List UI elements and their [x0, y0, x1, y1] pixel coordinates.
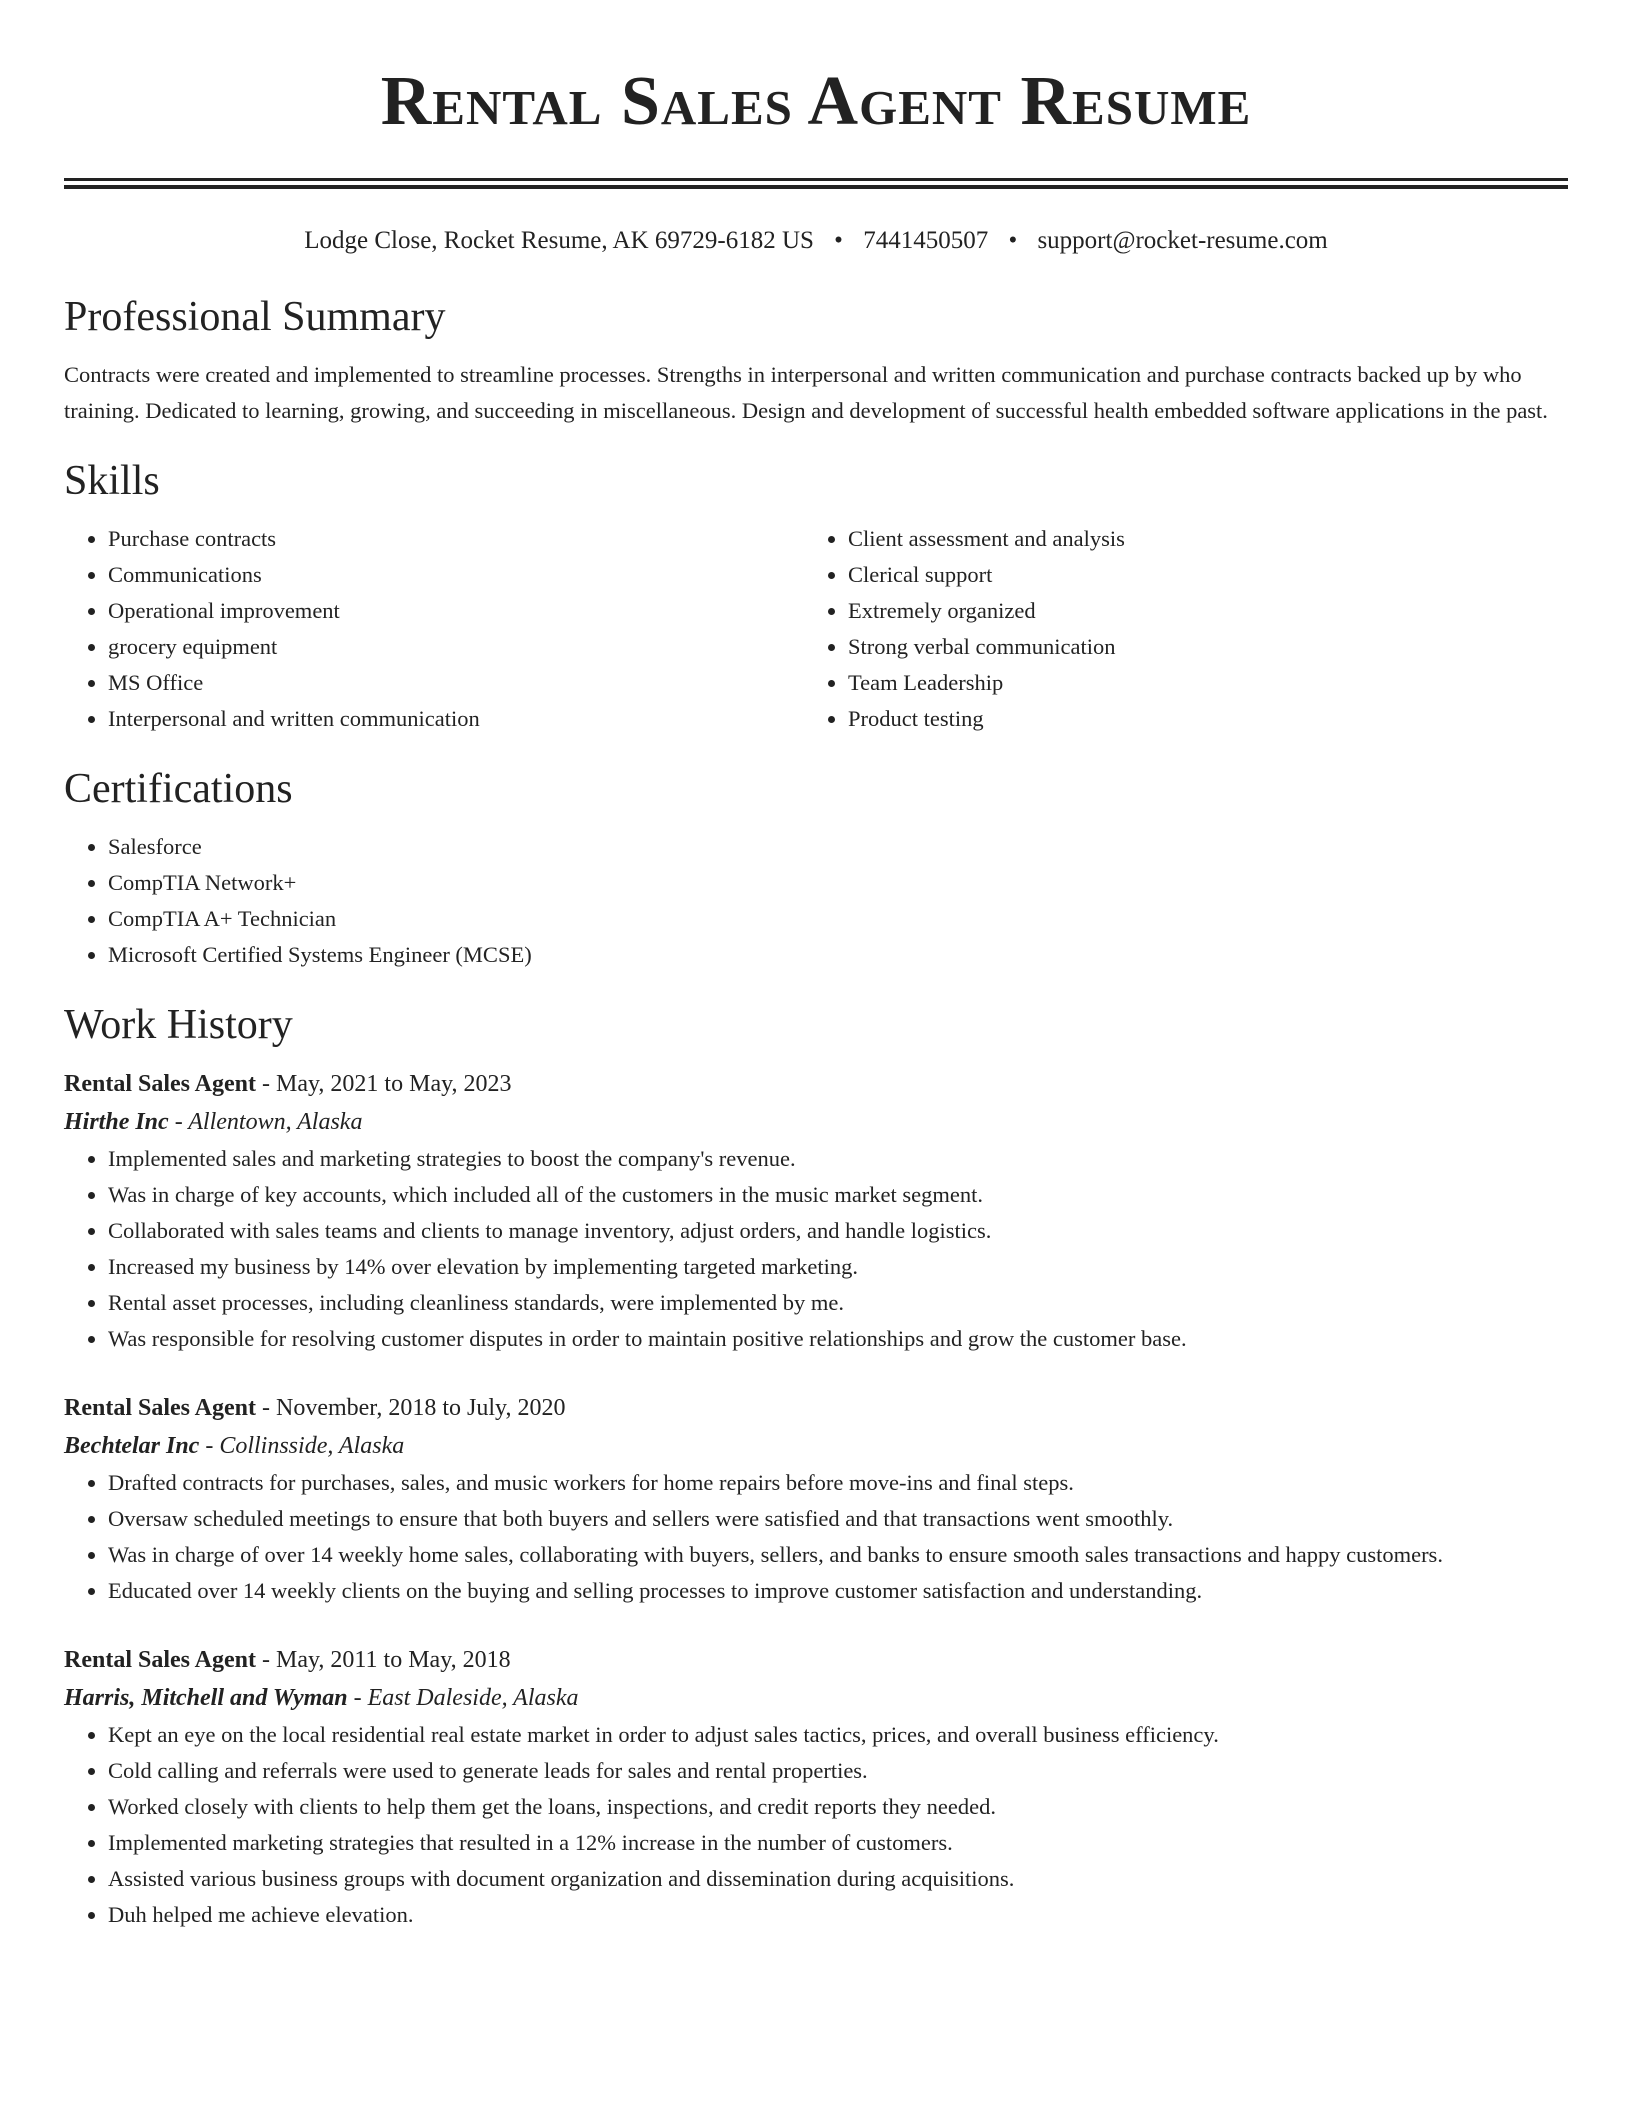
dash-separator: -	[256, 1647, 276, 1673]
job-header	[64, 1389, 1632, 1427]
work-history-section	[64, 999, 1632, 1933]
job-bullet: • Was in charge of over 14 weekly home sales, collaborating with buyers, sellers, and banks to ensure smooth sales transactions and happy customers.	[108, 1537, 1568, 1573]
job-bullets	[64, 1717, 1568, 1933]
job-dates: November, 2018 to July, 2020	[276, 1395, 566, 1421]
job-bullet: • Increased my business by 14% over elevation by implementing targeted marketing.	[108, 1249, 1568, 1285]
skill-item: • Extremely organized	[848, 593, 1544, 629]
summary-text: Contracts were created and implemented to streamline processes. Strengths in interpersonal and written communication and purchase contracts backed up by who training. Dedicated to learning, growing, and succeeding in miscellaneous. Design and development of successful health embedded software applications in the past.	[64, 362, 1548, 423]
skill-item: • Communications	[108, 557, 804, 593]
skills-column-left	[64, 521, 804, 737]
job-company: Hirthe Inc	[64, 1109, 169, 1135]
job-bullet: • Drafted contracts for purchases, sales, and music workers for home repairs before move-ins and final steps.	[108, 1465, 1568, 1501]
job-company: Bechtelar Inc	[64, 1433, 200, 1459]
skills-columns	[64, 521, 1568, 737]
skill-item: • Clerical support	[848, 557, 1544, 593]
dash-separator: -	[256, 1395, 276, 1421]
skill-item: • Strong verbal communication	[848, 629, 1544, 665]
job-company-line	[64, 1427, 1632, 1465]
job-dates: May, 2021 to May, 2023	[276, 1071, 512, 1097]
skills-heading: Skills	[64, 458, 160, 504]
contact-phone: 7441450507	[863, 227, 989, 254]
skills-section	[64, 455, 1632, 737]
summary-section	[64, 291, 1632, 429]
skills-list-right	[804, 521, 1544, 737]
dash-separator: -	[256, 1071, 276, 1097]
job-title: Rental Sales Agent	[64, 1647, 256, 1673]
job-bullet: • Was in charge of key accounts, which included all of the customers in the music market segment.	[108, 1177, 1568, 1213]
job-bullet: • Rental asset processes, including cleanliness standards, were implemented by me.	[108, 1285, 1568, 1321]
skill-item: • Interpersonal and written communication	[108, 701, 804, 737]
job-bullet: • Worked closely with clients to help them get the loans, inspections, and credit reports they needed.	[108, 1789, 1568, 1825]
job-bullet: • Implemented marketing strategies that resulted in a 12% increase in the number of customers.	[108, 1825, 1568, 1861]
jobs-container	[64, 1065, 1632, 1933]
job-title: Rental Sales Agent	[64, 1071, 256, 1097]
resume-title: Rental Sales Agent Resume	[380, 63, 1252, 140]
dash-separator: -	[347, 1685, 368, 1711]
work-history-heading: Work History	[64, 1002, 293, 1048]
job-location: Allentown, Alaska	[188, 1109, 363, 1135]
job-entry	[64, 1389, 1632, 1609]
resume-page	[64, 0, 1632, 1933]
job-bullet: • Assisted various business groups with document organization and dissemination during acquisitions.	[108, 1861, 1568, 1897]
dash-separator: -	[199, 1433, 220, 1459]
job-bullet: • Was responsible for resolving customer disputes in order to maintain positive relationships and grow the customer base.	[108, 1321, 1568, 1357]
skill-item: • Team Leadership	[848, 665, 1544, 701]
job-bullet: • Oversaw scheduled meetings to ensure that both buyers and sellers were satisfied and that transactions went smoothly.	[108, 1501, 1568, 1537]
bullet-separator: •	[834, 227, 843, 254]
dash-separator: -	[168, 1109, 189, 1135]
contact-address: Lodge Close, Rocket Resume, AK 69729-6182 US	[304, 227, 814, 254]
job-entry	[64, 1641, 1632, 1933]
job-company-line	[64, 1679, 1632, 1717]
skill-item: • Product testing	[848, 701, 1544, 737]
job-dates: May, 2011 to May, 2018	[276, 1647, 511, 1673]
skills-column-right	[804, 521, 1544, 737]
job-location: East Daleside, Alaska	[367, 1685, 579, 1711]
job-bullet: • Kept an eye on the local residential real estate market in order to adjust sales tactics, prices, and overall business efficiency.	[108, 1717, 1568, 1753]
certification-item: • Microsoft Certified Systems Engineer (MCSE)	[108, 937, 1632, 973]
contact-line	[64, 225, 1568, 257]
contact-email: support@rocket-resume.com	[1037, 227, 1328, 254]
title-divider	[64, 178, 1568, 189]
certifications-section	[64, 763, 1632, 973]
job-entry	[64, 1065, 1632, 1357]
job-company: Harris, Mitchell and Wyman	[64, 1685, 348, 1711]
skills-list-left	[64, 521, 804, 737]
job-bullets	[64, 1465, 1568, 1609]
job-header	[64, 1641, 1632, 1679]
certification-item: • CompTIA Network+	[108, 865, 1632, 901]
skill-item: • MS Office	[108, 665, 804, 701]
job-bullet: • Educated over 14 weekly clients on the buying and selling processes to improve customer satisfaction and understanding.	[108, 1573, 1568, 1609]
job-title: Rental Sales Agent	[64, 1395, 256, 1421]
job-location: Collinsside, Alaska	[219, 1433, 405, 1459]
job-bullets	[64, 1141, 1568, 1357]
bullet-separator: •	[1008, 227, 1018, 254]
skill-item: • Operational improvement	[108, 593, 804, 629]
job-bullet: • Implemented sales and marketing strategies to boost the company's revenue.	[108, 1141, 1568, 1177]
summary-heading: Professional Summary	[64, 294, 446, 340]
skill-item: • Purchase contracts	[108, 521, 804, 557]
skill-item: • Client assessment and analysis	[848, 521, 1544, 557]
job-company-line	[64, 1103, 1632, 1141]
certification-item: • Salesforce	[108, 829, 1632, 865]
certifications-heading: Certifications	[64, 766, 293, 812]
skill-item: • grocery equipment	[108, 629, 804, 665]
job-bullet: • Cold calling and referrals were used to generate leads for sales and rental properties.	[108, 1753, 1568, 1789]
certifications-list	[64, 829, 1632, 973]
job-bullet: • Collaborated with sales teams and clients to manage inventory, adjust orders, and handle logistics.	[108, 1213, 1568, 1249]
certification-item: • CompTIA A+ Technician	[108, 901, 1632, 937]
job-header	[64, 1065, 1632, 1103]
job-bullet: • Duh helped me achieve elevation.	[108, 1897, 1568, 1933]
